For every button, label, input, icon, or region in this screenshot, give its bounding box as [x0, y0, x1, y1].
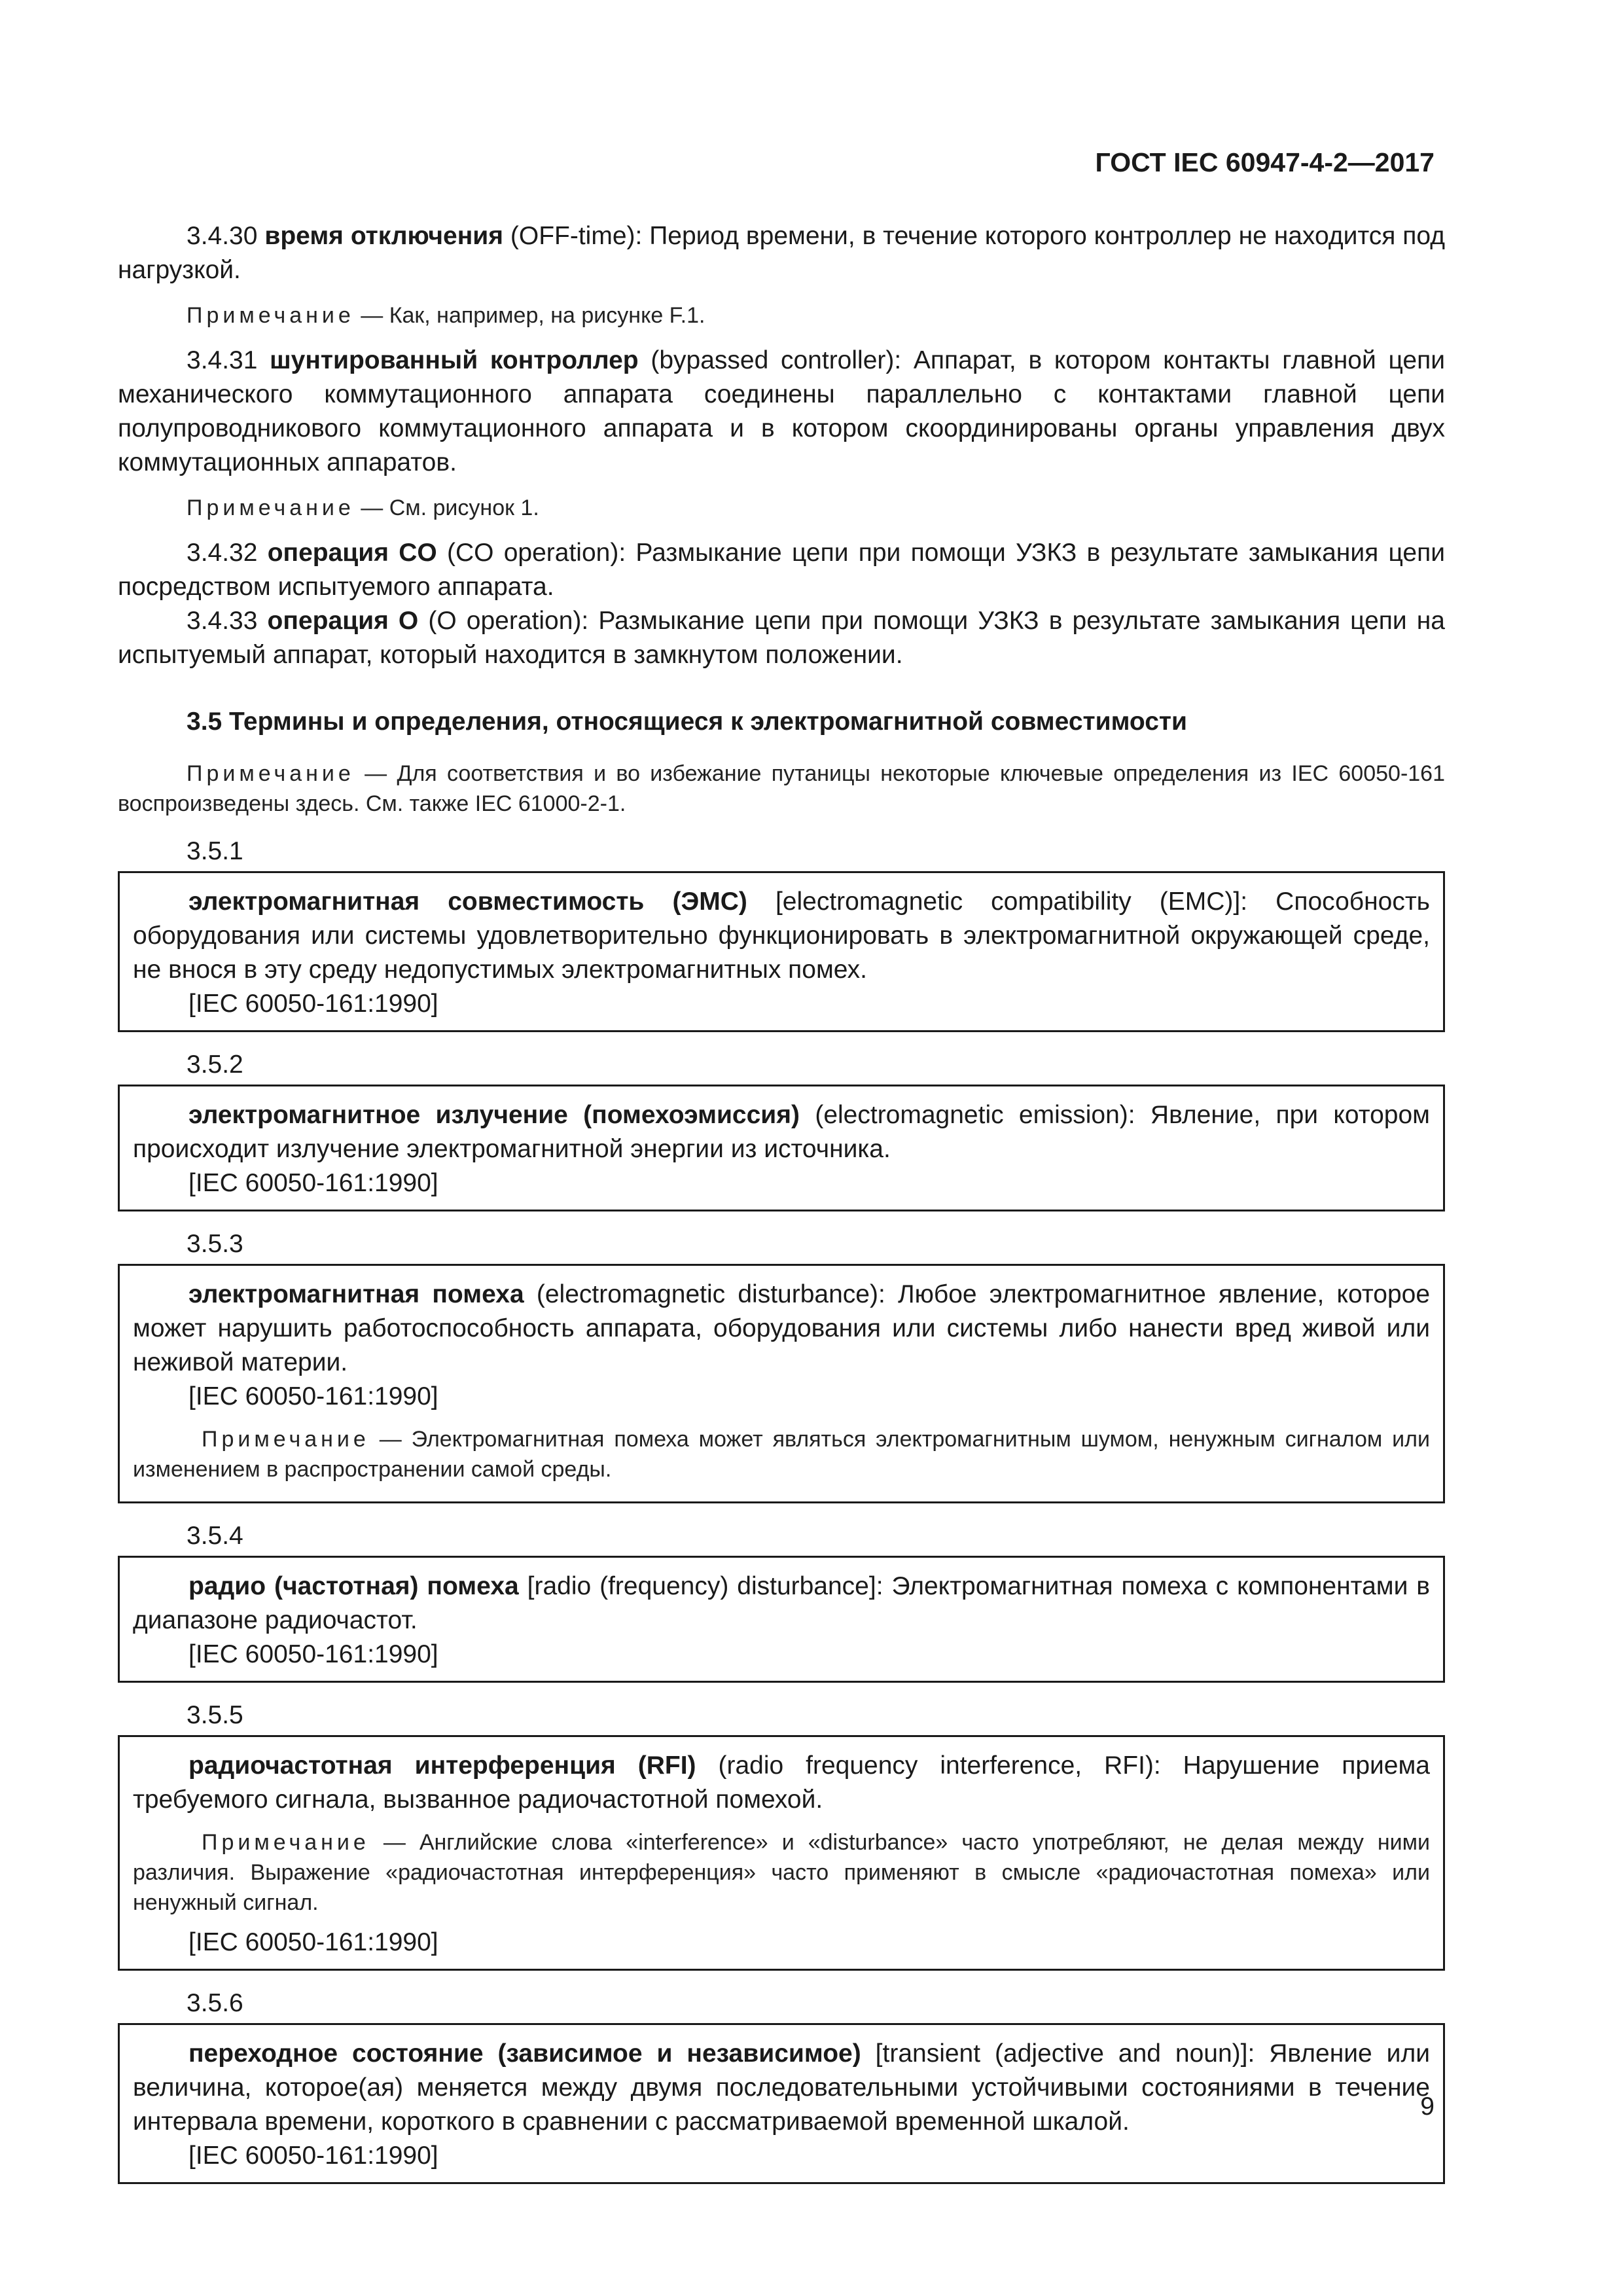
box-note	[133, 1424, 1430, 1484]
box-reference: [IEC 60050-161:1990]	[188, 2142, 438, 2170]
note-label: Примечание	[187, 303, 355, 328]
entry-number-3-5-1: 3.5.1	[187, 837, 243, 865]
box-definition-text: (electromagnetic emission): Явление, при котором происходит излучение электромагнитной энергии из источника.	[133, 1101, 1430, 1163]
box-definition	[133, 885, 1430, 987]
entry-term: шунтированный контроллер	[270, 346, 639, 374]
definition-box-3-5-6	[118, 2023, 1445, 2184]
box-reference: [IEC 60050-161:1990]	[188, 1928, 438, 1956]
note-text: — Как, например, на рисунке F.1.	[361, 303, 705, 328]
note-label: Примечание	[187, 761, 355, 786]
note-text: — Английские слова «interference» и «disturbance» часто употребляют, не делая между ними различия. Выражение «радиочастотная интерференция» часто применяют в смысле «радиочастотная помеха» или ненужный сигнал.	[133, 1830, 1430, 1915]
page-number: 9	[1420, 2092, 1435, 2121]
box-term: электромагнитная помеха	[188, 1280, 524, 1308]
box-definition	[133, 1749, 1430, 1817]
box-definition-text: [electromagnetic compatibility (EMC)]: Способность оборудования или системы удовлетворительно функционировать в электромагнитной окружающей среде, не внося в эту среду недопустимых электромагнитных помех.	[133, 888, 1431, 984]
note-section-3-5	[118, 759, 1445, 819]
box-definition	[133, 1570, 1430, 1638]
definition-box-3-5-3	[118, 1264, 1445, 1503]
entry-term: операция O	[267, 607, 419, 635]
entry-definition: (O operation): Размыкание цепи при помощи УЗКЗ в результате замыкания цепи на испытуемый аппарат, который находится в замкнутом положении.	[118, 607, 1445, 669]
box-definition-text: [transient (adjective and noun)]: Явление или величина, которое(ая) меняется между двумя последовательными устойчивыми состояниями в течение интервала времени, короткого в сравнении с рассматриваемой временной шкалой.	[133, 2039, 1430, 2136]
note-text: — См. рисунок 1.	[361, 495, 539, 520]
entry-3-4-33	[118, 604, 1445, 672]
entry-number: 3.4.30	[187, 222, 258, 250]
entry-definition: (CO operation): Размыкание цепи при помощи УЗКЗ в результате замыкания цепи посредством испытуемого аппарата.	[118, 539, 1445, 601]
box-definition	[133, 1278, 1430, 1380]
box-reference: [IEC 60050-161:1990]	[188, 1640, 438, 1668]
section-title-3-5: 3.5 Термины и определения, относящиеся к электромагнитной совместимости	[187, 708, 1187, 736]
entry-term: время отключения	[264, 222, 503, 250]
note-label: Примечание	[187, 495, 355, 520]
box-reference: [IEC 60050-161:1990]	[188, 1382, 438, 1410]
note-3-4-30	[118, 300, 1445, 331]
note-3-4-31	[118, 493, 1445, 523]
page-content	[118, 219, 1445, 2184]
box-definition-text: [radio (frequency) disturbance]: Электромагнитная помеха с компонентами в диапазоне радиочастот.	[133, 1572, 1430, 1634]
entry-number: 3.4.31	[187, 346, 258, 374]
box-definition-text: (radio frequency interference, RFI): Нарушение приема требуемого сигнала, вызванное радиочастотной помехой.	[133, 1751, 1430, 1814]
definition-box-3-5-4	[118, 1556, 1445, 1683]
entry-3-4-30	[118, 219, 1445, 287]
entry-number-3-5-3: 3.5.3	[187, 1230, 243, 1258]
entry-number-3-5-5: 3.5.5	[187, 1701, 243, 1729]
box-definition	[133, 2037, 1430, 2139]
note-label: Примечание	[202, 1427, 370, 1452]
entry-number: 3.4.33	[187, 607, 258, 635]
box-reference: [IEC 60050-161:1990]	[188, 1169, 438, 1197]
entry-definition: (bypassed controller): Аппарат, в котором контакты главной цепи механического коммутационного аппарата соединены параллельно с контактами главной цепи полупроводникового коммутационного аппарата и в котором скоординированы органы управления двух коммутационных аппаратов.	[118, 346, 1445, 476]
box-reference: [IEC 60050-161:1990]	[188, 990, 438, 1018]
box-term: переходное состояние (зависимое и независимое)	[188, 2039, 861, 2068]
entry-number: 3.4.32	[187, 539, 258, 567]
definition-box-3-5-2	[118, 1085, 1445, 1211]
box-term: радио (частотная) помеха	[188, 1572, 519, 1600]
entry-definition: (OFF-time): Период времени, в течение которого контроллер не находится под нагрузкой.	[118, 222, 1446, 284]
box-term: электромагнитная совместимость (ЭМС)	[188, 888, 747, 916]
definition-box-3-5-5	[118, 1735, 1445, 1971]
box-note	[133, 1827, 1430, 1918]
box-term: электромагнитное излучение (помехоэмиссия)	[188, 1101, 800, 1129]
note-label: Примечание	[202, 1830, 370, 1855]
box-definition-text: (electromagnetic disturbance): Любое электромагнитное явление, которое может нарушить работоспособность аппарата, оборудования или системы либо нанести вред живой или неживой материи.	[133, 1280, 1431, 1376]
note-text: — Для соответствия и во избежание путаницы некоторые ключевые определения из IEC 60050-161 воспроизведены здесь. См. также IEC 61000-2-1.	[118, 761, 1445, 816]
entry-number-3-5-6: 3.5.6	[187, 1989, 243, 2017]
entry-3-4-31	[118, 344, 1445, 480]
note-text: — Электромагнитная помеха может являться электромагнитным шумом, ненужным сигналом или изменением в распространении самой среды.	[133, 1427, 1430, 1482]
box-term: радиочастотная интерференция (RFI)	[188, 1751, 696, 1780]
entry-term: операция CO	[267, 539, 437, 567]
page-header-standard: ГОСТ IEC 60947-4-2—2017	[1095, 147, 1435, 177]
entry-number-3-5-2: 3.5.2	[187, 1050, 243, 1079]
definition-box-3-5-1	[118, 871, 1445, 1032]
entry-number-3-5-4: 3.5.4	[187, 1522, 243, 1550]
box-definition	[133, 1098, 1430, 1166]
entry-3-4-32	[118, 536, 1445, 604]
